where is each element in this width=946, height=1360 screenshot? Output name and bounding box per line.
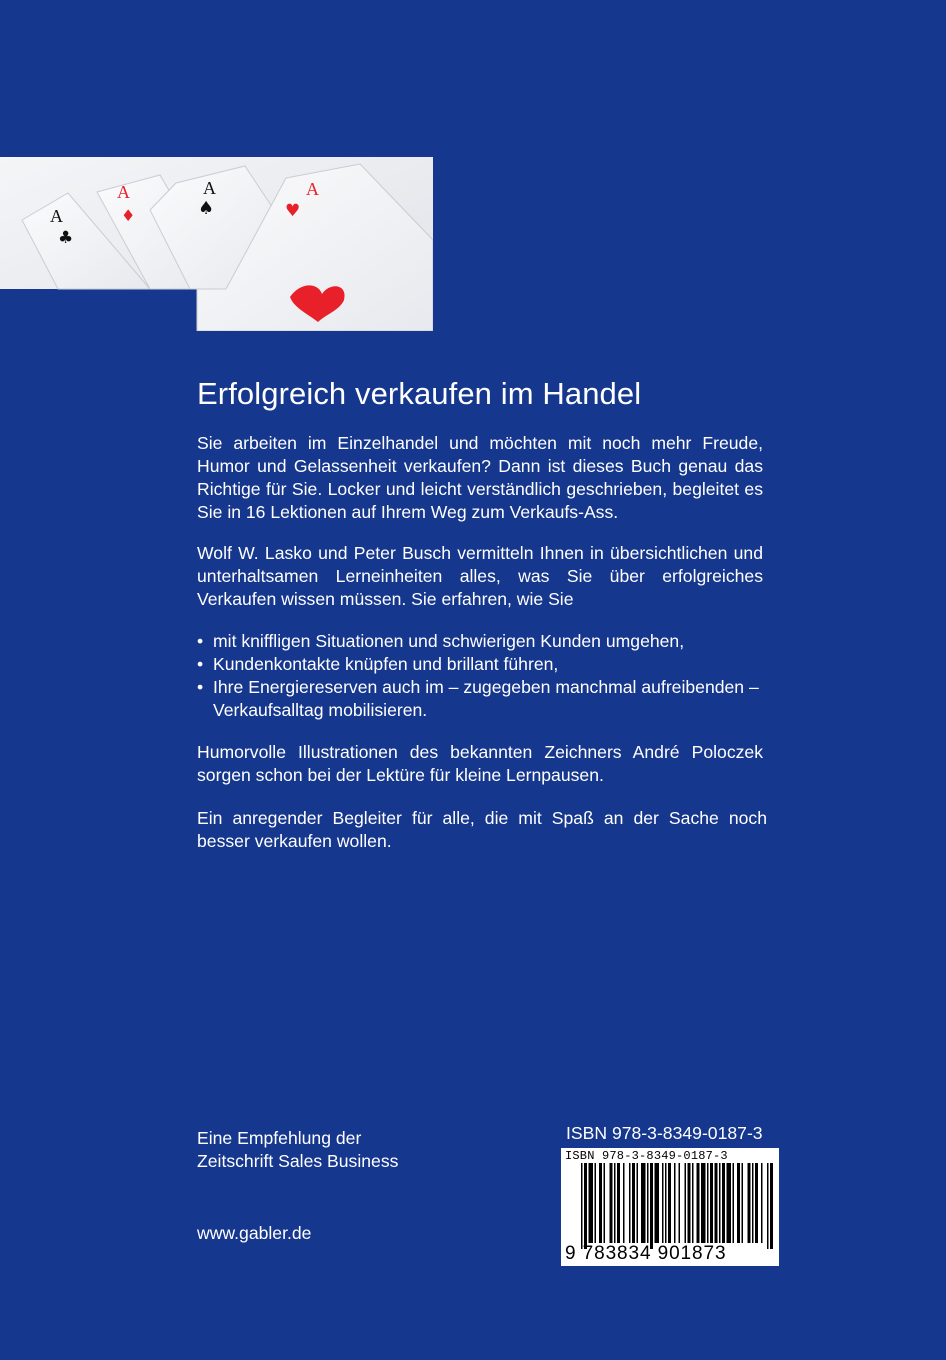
barcode-bar	[722, 1163, 725, 1243]
barcode-bar	[697, 1163, 700, 1243]
recommendation-line: Eine Empfehlung der	[197, 1128, 362, 1148]
publisher-website: www.gabler.de	[197, 1223, 312, 1243]
card-rank: A	[203, 178, 216, 198]
barcode-bar	[770, 1163, 773, 1249]
barcode-bar	[707, 1163, 709, 1243]
barcode-bar	[719, 1163, 721, 1243]
barcode-bar	[674, 1163, 676, 1243]
barcode-bar	[742, 1163, 744, 1243]
barcode-bar	[767, 1163, 769, 1249]
barcode-bar	[584, 1163, 587, 1249]
headline: Erfolgreich verkaufen im Handel	[197, 376, 642, 411]
barcode-bar	[715, 1163, 718, 1243]
heart-icon: ♥	[285, 201, 301, 221]
barcode-isbn-text: ISBN 978-3-8349-0187-3	[565, 1149, 728, 1163]
barcode-bar	[710, 1163, 713, 1243]
barcode-bar	[599, 1163, 602, 1243]
benefits-list	[197, 630, 777, 722]
barcode-bar	[617, 1163, 620, 1243]
barcode-bar	[581, 1163, 583, 1249]
barcode-bar	[647, 1163, 649, 1243]
barcode-bar	[755, 1163, 758, 1243]
barcode-bar	[668, 1163, 671, 1243]
barcode-bar	[748, 1163, 751, 1243]
barcode-bar	[662, 1163, 664, 1243]
barcode-bar	[727, 1163, 732, 1243]
barcode-bar	[614, 1163, 616, 1243]
blurb-paragraph-3: Humorvolle Illustrationen des bekannten Zeichners André Poloczek sorgen schon bei der Lektüre für kleine Lernpausen.	[197, 742, 763, 785]
barcode-bar	[629, 1163, 631, 1243]
barcode-bar	[685, 1163, 687, 1243]
barcode-bar	[589, 1163, 594, 1243]
club-icon: ♣	[58, 228, 74, 248]
barcode-bar	[761, 1163, 763, 1243]
barcode-bar	[665, 1163, 667, 1243]
spade-icon: ♠	[198, 198, 215, 219]
barcode-bar	[641, 1163, 646, 1243]
barcode-bar	[595, 1163, 597, 1243]
barcode-bar	[737, 1163, 740, 1243]
barcode-bar	[692, 1163, 694, 1243]
card-rank: A	[117, 182, 130, 202]
barcode-digits: 9 783834 901873	[565, 1243, 727, 1264]
barcode-bar	[688, 1163, 691, 1243]
barcode-bar	[623, 1163, 625, 1243]
blurb-paragraph-1: Sie arbeiten im Einzelhandel und möchten mit noch mehr Freude, Humor und Gelassenheit verkaufen? Dann ist dieses Buch genau das Richtige für Sie. Locker und leicht verständlich geschrieben, begleitet es Sie in 16 Lektionen auf Ihrem Weg zum Verkaufs-Ass.	[197, 433, 763, 522]
playing-cards-image	[0, 0, 433, 331]
barcode-bar	[752, 1163, 754, 1243]
barcode-bar	[610, 1163, 613, 1243]
barcode-bar	[632, 1163, 635, 1243]
barcode-bar	[650, 1163, 653, 1249]
list-item: • Ihre Energiereserven auch im – zugegeben manchmal aufreibenden – Verkaufsalltag mobilisieren.	[197, 676, 779, 722]
barcode	[561, 1148, 779, 1266]
blurb-paragraph-2: Wolf W. Lasko und Peter Busch vermitteln Ihnen in übersichtlichen und unterhaltsamen Lerneinheiten alles, was Sie über erfolgreiches Verkaufen wissen müssen. Sie erfahren, wie Sie	[197, 543, 763, 609]
list-item: • mit kniffligen Situationen und schwierigen Kunden umgehen,	[197, 630, 777, 653]
barcode-bar	[637, 1163, 639, 1243]
barcode-bar	[733, 1163, 735, 1243]
barcode-bar	[679, 1163, 681, 1243]
list-item: • Kundenkontakte knüpfen und brillant führen,	[197, 653, 777, 676]
barcode-bar	[655, 1163, 660, 1243]
barcode-bar	[604, 1163, 606, 1243]
recommendation-line: Zeitschrift Sales Business	[197, 1151, 399, 1171]
card-rank: A	[50, 206, 63, 226]
blurb-paragraph-4: Ein anregender Begleiter für alle, die mit Spaß an der Sache noch besser verkaufen wollen.	[197, 808, 767, 851]
diamond-icon: ♦	[121, 206, 136, 225]
isbn-label: ISBN 978-3-8349-0187-3	[566, 1123, 763, 1143]
recommendation-note	[197, 1127, 398, 1173]
card-rank: A	[306, 179, 319, 199]
barcode-bars	[561, 1163, 779, 1249]
barcode-bar	[701, 1163, 706, 1243]
